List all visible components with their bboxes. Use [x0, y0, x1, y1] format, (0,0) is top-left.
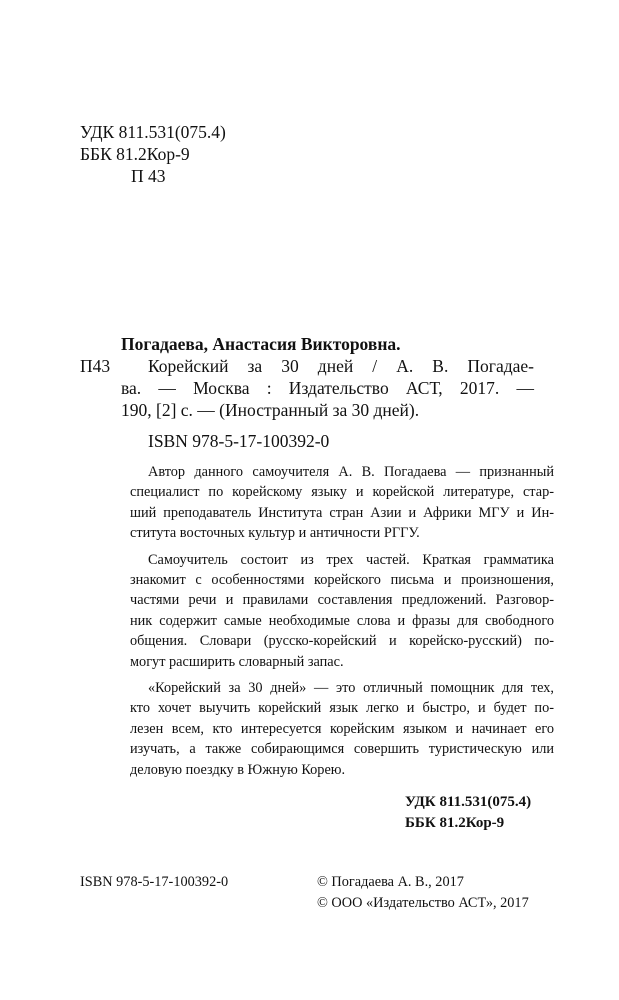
catalog-line-2: ва. — Москва : Издательство АСТ, 2017. — [121, 378, 534, 398]
bottom-bbk-code: ББК 81.2Кор-9 [405, 815, 505, 831]
annotation [130, 462, 554, 786]
catalog-author-mark: П43 [80, 356, 111, 376]
annotation-line: лезен всем, кто интересуется корейским языком и начинает его [130, 720, 554, 737]
annotation-line: ший преподаватель Института стран Азии и Африки МГУ и Ин- [130, 504, 554, 521]
annotation-line: кто хочет выучить корейский язык легко и быстро, и будет по- [130, 700, 554, 717]
annotation-line: «Корейский за 30 дней» — это отличный помощник для тех, [148, 680, 554, 697]
annotation-line: Автор данного самоучителя А. В. Погадаева — признанный [148, 464, 554, 480]
copyright-publisher: © ООО «Издательство АСТ», 2017 [317, 895, 529, 911]
bottom-udk-code: УДК 811.531(075.4) [405, 794, 532, 810]
annotation-line: знакомит с особенностями корейского письма и произношения, [130, 572, 554, 589]
catalog-line-1: Корейский за 30 дней / А. В. Погадае- [148, 356, 534, 376]
annotation-line: общения. Словари (русско-корейский и корейско-русский) по- [130, 633, 554, 650]
copyright-author: © Погадаева А. В., 2017 [317, 874, 464, 890]
udk-code: УДК 811.531(075.4) [80, 122, 226, 142]
annotation-paragraph-1 [130, 462, 554, 544]
annotation-line: ститута восточных культур и античности РГГУ. [130, 525, 420, 542]
bbk-code: ББК 81.2Кор-9 [80, 144, 190, 164]
author-mark-code: П 43 [131, 166, 166, 186]
annotation-line: специалист по корейскому языку и корейской литературе, стар- [130, 484, 554, 501]
annotation-paragraph-3 [130, 678, 554, 780]
catalog-line-3: 190, [2] с. — (Иностранный за 30 дней). [121, 400, 420, 420]
annotation-line: изучать, а также собирающимся совершить туристическую или [130, 741, 554, 758]
annotation-paragraph-2 [130, 550, 554, 672]
annotation-line: деловую поездку в Южную Корею. [130, 761, 346, 778]
footer-isbn: ISBN 978-5-17-100392-0 [80, 874, 229, 890]
annotation-line: могут расширить словарный запас. [130, 653, 344, 670]
annotation-line: ник содержит самые необходимые слова и фразы для свободного [130, 612, 554, 629]
annotation-line: Самоучитель состоит из трех частей. Краткая грамматика [148, 551, 554, 568]
catalog-isbn: ISBN 978-5-17-100392-0 [148, 431, 330, 451]
catalog-author: Погадаева, Анастасия Викторовна. [121, 334, 401, 354]
annotation-line: частями речи и правилами составления предложений. Разговор- [130, 592, 554, 609]
